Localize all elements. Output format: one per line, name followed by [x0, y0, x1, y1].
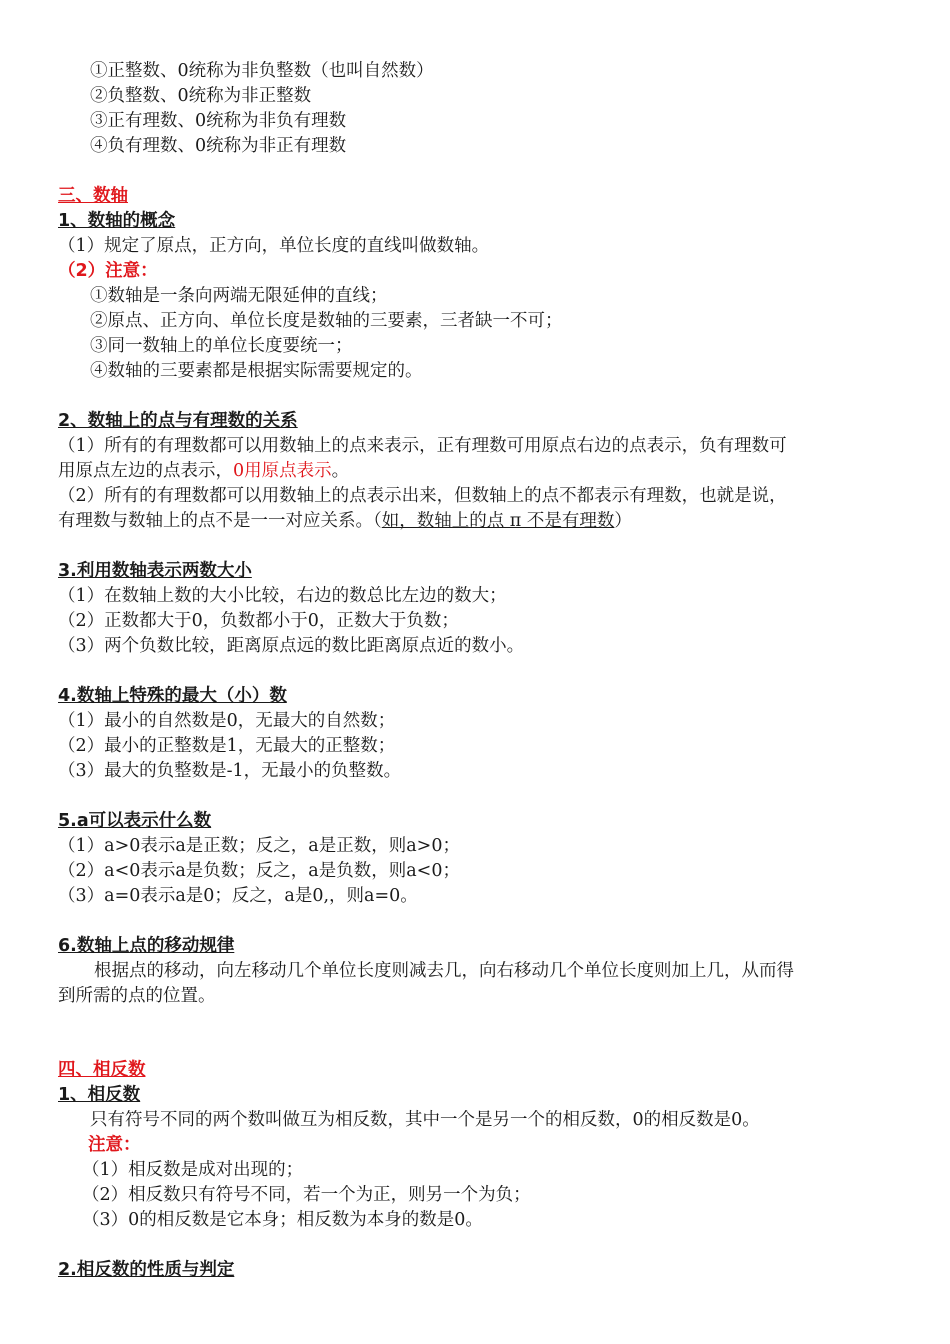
intro-item: ③正有理数、0统称为非负有理数	[90, 111, 347, 131]
paragraph: （2）所有的有理数都可以用数轴上的点表示出来，但数轴上的点不都表示有理数，也就是说，	[58, 486, 787, 506]
paragraph: （1）所有的有理数都可以用数轴上的点来表示，正有理数可用原点右边的点表示，负有理数可	[58, 436, 787, 456]
subsection-title: 2、数轴上的点与有理数的关系	[58, 411, 298, 431]
text: ）	[614, 511, 632, 531]
note-item: （1）相反数是成对出现的；	[82, 1160, 304, 1180]
subsection-title: 4.数轴上特殊的最大（小）数	[58, 686, 287, 706]
list-item: （3）两个负数比较，距离原点远的数比距离原点近的数小。	[58, 636, 525, 656]
list-item: （3）最大的负整数是-1，无最小的负整数。	[58, 761, 402, 781]
note-label: （2）注意：	[58, 261, 158, 281]
paragraph: 只有符号不同的两个数叫做互为相反数，其中一个是另一个的相反数，0的相反数是0。	[90, 1110, 760, 1130]
note-item: （2）相反数只有符号不同，若一个为正，则另一个为负；	[82, 1185, 531, 1205]
note-item: ②原点、正方向、单位长度是数轴的三要素，三者缺一不可；	[90, 311, 563, 331]
subsection-title: 2.相反数的性质与判定	[58, 1260, 235, 1280]
note-item: ④数轴的三要素都是根据实际需要规定的。	[90, 361, 423, 381]
paragraph-line	[58, 509, 632, 533]
list-item: （2）正数都大于0，负数都小于0，正数大于负数；	[58, 611, 459, 631]
section-title-opposite-numbers: 四、相反数	[58, 1060, 146, 1080]
subsection-title: 5.a可以表示什么数	[58, 811, 212, 831]
paragraph: 根据点的移动，向左移动几个单位长度则减去几，向右移动几个单位长度则加上几，从而得	[94, 961, 794, 981]
list-item: （1）a>0表示a是正数；反之，a是正数，则a>0；	[58, 836, 460, 856]
paragraph-line	[58, 459, 349, 483]
list-item: （2）a<0表示a是负数；反之，a是负数，则a<0；	[58, 861, 460, 881]
subsection-title: 3.利用数轴表示两数大小	[58, 561, 252, 581]
note-label: 注意：	[88, 1135, 141, 1155]
text: 。	[331, 461, 350, 481]
list-item: （1）最小的自然数是0，无最大的自然数；	[58, 711, 396, 731]
highlight-text: 0用原点表示	[233, 461, 332, 481]
intro-item: ①正整数、0统称为非负整数（也叫自然数）	[90, 61, 434, 81]
paragraph: （1）规定了原点，正方向，单位长度的直线叫做数轴。	[58, 236, 490, 256]
section-title-number-line: 三、数轴	[58, 186, 128, 206]
subsection-title: 1、数轴的概念	[58, 211, 176, 231]
intro-item: ②负整数、0统称为非正整数	[90, 86, 312, 106]
intro-item: ④负有理数、0统称为非正有理数	[90, 136, 347, 156]
note-item: ①数轴是一条向两端无限延伸的直线；	[90, 286, 388, 306]
note-item: （3）0的相反数是它本身；相反数为本身的数是0。	[82, 1210, 483, 1230]
list-item: （1）在数轴上数的大小比较，右边的数总比左边的数大；	[58, 586, 507, 606]
underlined-example: 如，数轴上的点 π 不是有理数	[381, 511, 615, 531]
note-item: ③同一数轴上的单位长度要统一；	[90, 336, 353, 356]
text: 用原点左边的点表示，	[58, 461, 233, 481]
subsection-title: 1、相反数	[58, 1085, 141, 1105]
subsection-title: 6.数轴上点的移动规律	[58, 936, 235, 956]
paragraph: 到所需的点的位置。	[58, 986, 216, 1006]
list-item: （2）最小的正整数是1，无最大的正整数；	[58, 736, 396, 756]
list-item: （3）a=0表示a是0；反之，a是0,，则a=0。	[58, 886, 418, 906]
text: 有理数与数轴上的点不是一一对应关系。（	[58, 511, 382, 531]
